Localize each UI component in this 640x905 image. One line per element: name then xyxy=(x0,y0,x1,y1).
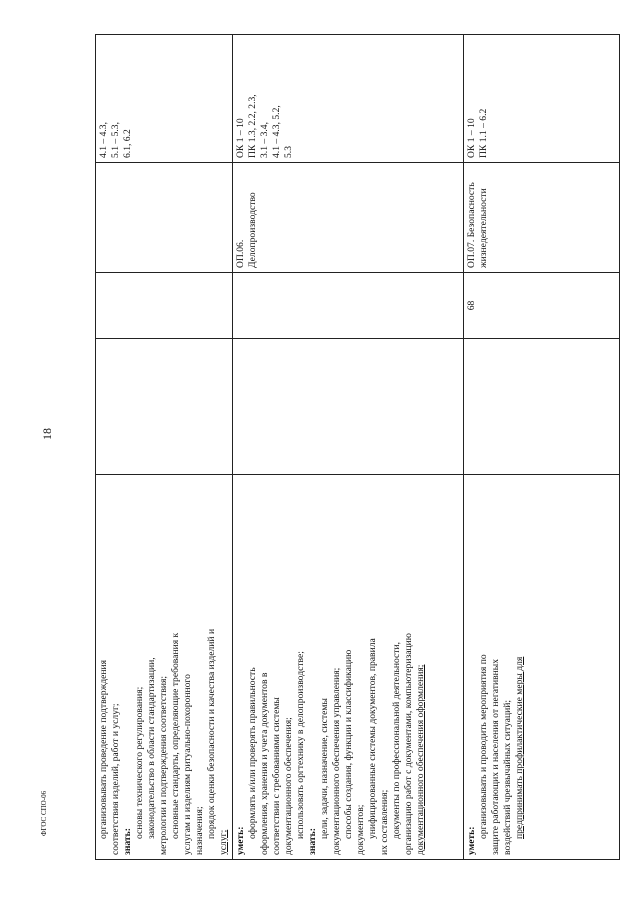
knowledge-line: услугам и изделиям ритуально-похоронного xyxy=(182,674,193,855)
knowledge-line: воздействий чрезвычайных ситуаций; xyxy=(502,699,513,855)
table-row xyxy=(233,35,464,860)
knowledge-line: документов; xyxy=(355,804,366,855)
competence-line: ОК 1 – 10 xyxy=(235,118,246,158)
hours-cell xyxy=(233,273,464,339)
knowledge-line: законодательство в области стандартизации, xyxy=(146,657,157,839)
knowledge-line: уметь: xyxy=(235,826,246,855)
competence-line: 5.1 – 5.3, xyxy=(110,122,121,158)
competence-line: ПК 1.3, 2.2, 2.3, xyxy=(247,94,258,158)
knowledge-cell xyxy=(233,475,464,860)
knowledge-cell xyxy=(96,475,233,860)
knowledge-line: документационного обеспечения; xyxy=(283,717,294,855)
knowledge-line: способы создания, функции и классификацию xyxy=(343,649,354,839)
knowledge-line: основные стандарты, определяющие требования к xyxy=(170,632,181,839)
table-row xyxy=(96,35,233,860)
knowledge-line: цели, задачи, назначение, системы xyxy=(319,698,330,839)
page-number: 18 xyxy=(40,428,54,440)
knowledge-line: организовывать проведение подтверждения xyxy=(98,659,109,839)
knowledge-line: соответствия изделий, работ и услуг; xyxy=(110,703,121,855)
competence-line: 4.1 – 4.3, 5.2, xyxy=(271,105,282,158)
knowledge-line: знать: xyxy=(307,828,318,855)
competences-cell xyxy=(464,35,620,163)
hours-cell: 68 xyxy=(464,273,620,339)
knowledge-line: назначения; xyxy=(194,806,205,855)
rotated-table-wrapper xyxy=(95,35,583,860)
knowledge-line: оформлять и/или проверять правильность xyxy=(247,667,258,839)
knowledge-line: знать: xyxy=(122,828,133,855)
knowledge-line: оформления, хранения и учета документов в xyxy=(259,672,270,855)
discipline-line: ОП.07. Безопасность xyxy=(466,182,477,268)
competence-line: 5.3 xyxy=(283,146,294,158)
knowledge-line: метрологии и подтверждения соответствия; xyxy=(158,675,169,855)
competences-cell xyxy=(96,35,233,163)
max-load-cell xyxy=(464,339,620,475)
knowledge-line: защите работающих и населения от негативных xyxy=(490,659,501,855)
discipline-cell xyxy=(464,163,620,273)
discipline-line: ОП.06. xyxy=(235,239,246,268)
knowledge-line: организацию работ с документами, компьютеризацию xyxy=(403,633,414,855)
knowledge-line: уметь: xyxy=(466,826,477,855)
knowledge-line: использовать оргтехнику в делопроизводстве; xyxy=(295,651,306,839)
knowledge-line: основы технического регулирования; xyxy=(134,686,145,839)
competence-line: 4.1 – 4.3, xyxy=(98,122,109,158)
knowledge-line: услуг; xyxy=(218,829,229,855)
knowledge-line: унифицированные системы документов, правила xyxy=(367,638,378,839)
knowledge-line: предпринимать профилактические меры для xyxy=(514,656,525,839)
competences-cell xyxy=(233,35,464,163)
competence-line: ОК 1 – 10 xyxy=(466,118,477,158)
knowledge-line: документы по профессиональной деятельности, xyxy=(391,641,402,839)
footer-code: ФГОС СПО-06 xyxy=(40,790,48,836)
knowledge-line: документационного обеспечения управления; xyxy=(331,667,342,855)
knowledge-line: организовывать и проводить мероприятия по xyxy=(478,654,489,839)
discipline-line: Делопроизводство xyxy=(247,192,258,268)
max-load-cell xyxy=(233,339,464,475)
discipline-cell xyxy=(233,163,464,273)
standards-table xyxy=(95,34,620,860)
knowledge-line: соответствии с требованиями системы xyxy=(271,697,282,855)
max-load-cell xyxy=(96,339,233,475)
knowledge-line: их составления; xyxy=(379,789,390,855)
competence-line: 3.1 – 3.4, xyxy=(259,122,270,158)
knowledge-cell xyxy=(464,475,620,860)
knowledge-line: порядок оценки безопасности и качества изделий и xyxy=(206,628,217,839)
hours-cell xyxy=(96,273,233,339)
table-row xyxy=(464,35,620,860)
knowledge-line: документационного обеспечения оформления; xyxy=(415,664,426,855)
discipline-cell xyxy=(96,163,233,273)
discipline-line: жизнедеятельности xyxy=(478,188,489,268)
competence-line: 6.1, 6.2 xyxy=(122,129,133,158)
competence-line: ПК 1.1 – 6.2 xyxy=(478,108,489,158)
